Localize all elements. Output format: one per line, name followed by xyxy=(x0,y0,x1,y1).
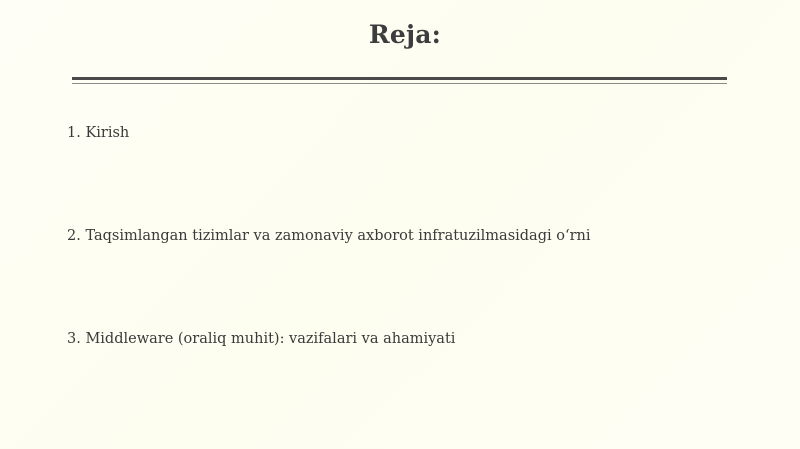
plan-item-middleware: 3. Middleware (oraliq muhit): vazifalari va ahamiyati xyxy=(67,331,456,347)
plan-item-distributed-systems: 2. Taqsimlangan tizimlar va zamonaviy axborot infratuzilmasidagi o‘rni xyxy=(67,228,591,244)
title-divider-thick xyxy=(72,77,727,80)
plan-item-introduction: 1. Kirish xyxy=(67,125,130,141)
title-divider-thin xyxy=(72,83,727,84)
slide-title: Reja: xyxy=(368,20,442,49)
